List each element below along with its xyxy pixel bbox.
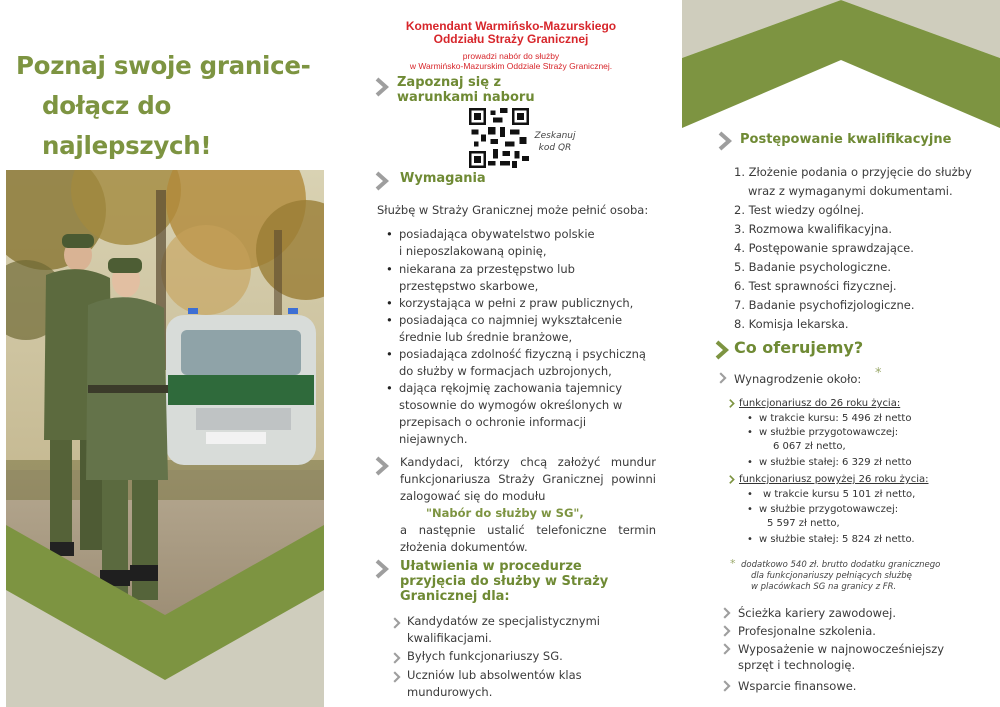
facilitation-heading-line-3: Granicznej dla: xyxy=(400,589,510,604)
req-6-line-1: • dająca rękojmię zachowania tajemnicy xyxy=(399,381,623,395)
right-panel xyxy=(682,0,1000,707)
list-item: • w trakcie kursu 5 101 zł netto, xyxy=(747,489,916,500)
requirements-heading: Wymagania xyxy=(400,171,486,186)
qualification-heading: Postępowanie kwalifikacyjne xyxy=(740,132,952,147)
req-2-line-1: • niekarana za przestępstwo lub xyxy=(399,262,575,276)
chevron-right-icon xyxy=(722,642,732,656)
candidates-line-3: zalogować się do modułu xyxy=(400,489,546,503)
note-line-2: dla funkcjonariuszy pełniących służbę xyxy=(751,571,912,581)
req-3-line-1: • korzystająca w pełni z praw publicznych, xyxy=(399,296,634,310)
list-item: • w służbie stałej: 5 824 zł netto. xyxy=(747,534,915,545)
facil-1-line-2: kwalifikacjami. xyxy=(407,631,492,645)
req-6-line-2: stosownie do wymogów określonych w xyxy=(399,398,623,412)
chevron-right-icon xyxy=(392,651,402,665)
req-6-line-3: przepisach o ochronie informacji xyxy=(399,415,587,429)
facilitation-heading xyxy=(400,559,608,604)
facil-3-line-2: mundurowych. xyxy=(407,685,493,699)
subtitle-line-1: prowadzi nabór do służby xyxy=(462,51,560,61)
commander-title-line-1: Komendant Warmińsko-Mazurskiego xyxy=(405,19,617,33)
list-item xyxy=(399,226,595,260)
req-1-line-1: • posiadająca obywatelstwo polskie xyxy=(399,227,595,241)
recruitment-subtitle xyxy=(340,51,682,71)
o26-item-2-value: 5 597 zł netto, xyxy=(767,518,840,529)
chevron-right-icon xyxy=(375,456,389,476)
perk-equipment-line-1: Wyposażenie w najnowocześniejszy xyxy=(738,642,945,656)
offer-heading: Co oferujemy? xyxy=(734,338,864,357)
req-4-line-1: • posiadająca co najmniej wykształcenie xyxy=(399,313,623,327)
perk-equipment-line-2: sprzęt i technologię. xyxy=(738,658,856,672)
chevron-right-icon xyxy=(715,340,729,360)
middle-panel xyxy=(340,0,682,707)
perk-equipment xyxy=(738,641,944,673)
chevron-right-icon xyxy=(392,616,402,630)
commander-title xyxy=(340,20,682,46)
chevron-right-icon xyxy=(375,77,389,97)
chevron-right-icon xyxy=(722,624,732,638)
candidates-line-2: funkcjonariusza Straży Granicznej powinni xyxy=(400,472,656,486)
under-26-list xyxy=(747,412,912,470)
list-item: 4. Postępowanie sprawdzające. xyxy=(734,241,914,255)
chevron-right-icon xyxy=(718,131,732,151)
requirements-intro: Służbę w Straży Granicznej może pełnić osoba: xyxy=(377,203,649,217)
list-item: Byłych funkcjonariuszy SG. xyxy=(407,649,563,663)
u26-item-2: w służbie przygotowawczej: xyxy=(759,427,899,438)
facil-3-line-1: Uczniów lub absolwentów klas xyxy=(407,668,582,682)
chevron-right-icon xyxy=(718,371,728,385)
asterisk: * xyxy=(875,366,882,381)
note-line-1: dodatkowo 540 zł. brutto dodatku granicznego xyxy=(741,560,941,570)
list-item: 6. Test sprawności fizycznej. xyxy=(734,279,897,293)
chevron-right-icon xyxy=(728,398,736,409)
candidates-line-4: a następnie ustalić telefoniczne termin xyxy=(400,523,656,537)
qr-caption-line-1: Zeskanuj xyxy=(534,131,576,141)
perk-career: Ścieżka kariery zawodowej. xyxy=(738,606,896,620)
req-5-line-2: do służby w formacjach uzbrojonych, xyxy=(399,364,612,378)
qr-code-icon[interactable] xyxy=(469,108,529,168)
qr-caption-line-2: kod QR xyxy=(538,143,572,153)
list-item: 1. Złożenie podania o przyjęcie do służby xyxy=(734,165,972,179)
conditions-line-2: warunkami naboru xyxy=(397,90,535,105)
o26-item-2: w służbie przygotowawczej: xyxy=(759,504,899,515)
qualification-list xyxy=(734,164,972,335)
left-panel xyxy=(0,0,340,707)
under-26-label: funkcjonariusz do 26 roku życia: xyxy=(739,398,901,409)
list-item: • w trakcie kursu: 5 496 zł netto xyxy=(747,413,912,424)
note-line-3: w placówkach SG na granicy z FR. xyxy=(751,582,897,592)
chevron-right-icon xyxy=(722,679,732,693)
list-item: • w służbie przygotowawczej: xyxy=(747,427,899,438)
list-item xyxy=(399,261,575,295)
candidates-line-5: złożenia dokumentów. xyxy=(400,540,528,554)
top-chevron-banner xyxy=(682,0,1000,128)
subtitle-line-2: w Warmińsko-Mazurskim Oddziale Straży Granicznej. xyxy=(409,61,613,71)
list-item: 8. Komisja lekarska. xyxy=(734,317,849,331)
list-item xyxy=(407,667,582,701)
chevron-right-icon xyxy=(722,606,732,620)
u26-item-3: w służbie stałej: 6 329 zł netto xyxy=(759,457,912,468)
chevron-right-icon xyxy=(728,474,736,485)
facilitation-heading-line-1: Ułatwienia w procedurze xyxy=(400,559,582,574)
req-6-line-4: niejawnych. xyxy=(399,432,468,446)
o26-item-3: w służbie stałej: 5 824 zł netto. xyxy=(759,534,915,545)
list-item: • w służbie przygotowawczej: xyxy=(747,504,899,515)
qr-caption xyxy=(533,130,577,154)
u26-item-2-value: 6 067 zł netto, xyxy=(773,441,846,452)
soldiers-photo xyxy=(6,170,324,707)
u26-item-1: w trakcie kursu: 5 496 zł netto xyxy=(759,413,912,424)
list-item xyxy=(407,613,600,647)
conditions-line-1: Zapoznaj się z xyxy=(397,75,502,90)
list-item xyxy=(399,312,622,346)
headline-line-1: Poznaj swoje granice- xyxy=(16,51,311,80)
over-26-list xyxy=(747,488,916,547)
border-allowance-note xyxy=(741,560,997,593)
req-4-line-2: średnie lub średnie branżowe, xyxy=(399,330,573,344)
req-2-line-2: przestępstwo skarbowe, xyxy=(399,279,539,293)
candidates-paragraph xyxy=(400,454,656,556)
module-name: "Nabór do służby w SG", xyxy=(426,506,584,520)
req-5-line-1: • posiadająca zdolność fizyczną i psychiczną xyxy=(399,347,646,361)
over-26-label: funkcjonariusz powyżej 26 roku życia: xyxy=(739,474,929,485)
commander-title-line-2: Oddziału Straży Granicznej xyxy=(433,32,589,46)
list-item xyxy=(399,380,622,448)
headline-line-2: dołącz do najlepszych! xyxy=(42,91,212,160)
list-item: 7. Badanie psychofizjologiczne. xyxy=(734,298,915,312)
chevron-right-icon xyxy=(375,171,389,191)
note-asterisk: * xyxy=(730,557,736,570)
list-item: 2. Test wiedzy ogólnej. xyxy=(734,203,865,217)
perk-financial: Wsparcie finansowe. xyxy=(738,679,857,693)
list-item: 5. Badanie psychologiczne. xyxy=(734,260,891,274)
list-item: 3. Rozmowa kwalifikacyjna. xyxy=(734,222,893,236)
list-item xyxy=(399,346,646,380)
salary-label: Wynagrodzenie około: xyxy=(734,372,862,386)
req-1-line-2: i nieposzlakowaną opinię, xyxy=(399,244,547,258)
facilitation-heading-line-2: przyjęcia do służby w Straży xyxy=(400,574,609,589)
chevron-right-icon xyxy=(392,670,402,684)
list-item: • w służbie stałej: 6 329 zł netto xyxy=(747,457,912,468)
perk-training: Profesjonalne szkolenia. xyxy=(738,624,876,638)
candidates-line-1: Kandydaci, którzy chcą założyć mundur xyxy=(400,455,656,469)
headline xyxy=(16,46,326,166)
chevron-right-icon xyxy=(375,559,389,579)
facil-1-line-1: Kandydatów ze specjalistycznymi xyxy=(407,614,600,628)
list-item: wraz z wymaganymi dokumentami. xyxy=(748,184,953,198)
conditions-heading[interactable] xyxy=(397,75,535,105)
o26-item-1: w trakcie kursu 5 101 zł netto, xyxy=(763,489,916,500)
list-item xyxy=(399,295,633,312)
